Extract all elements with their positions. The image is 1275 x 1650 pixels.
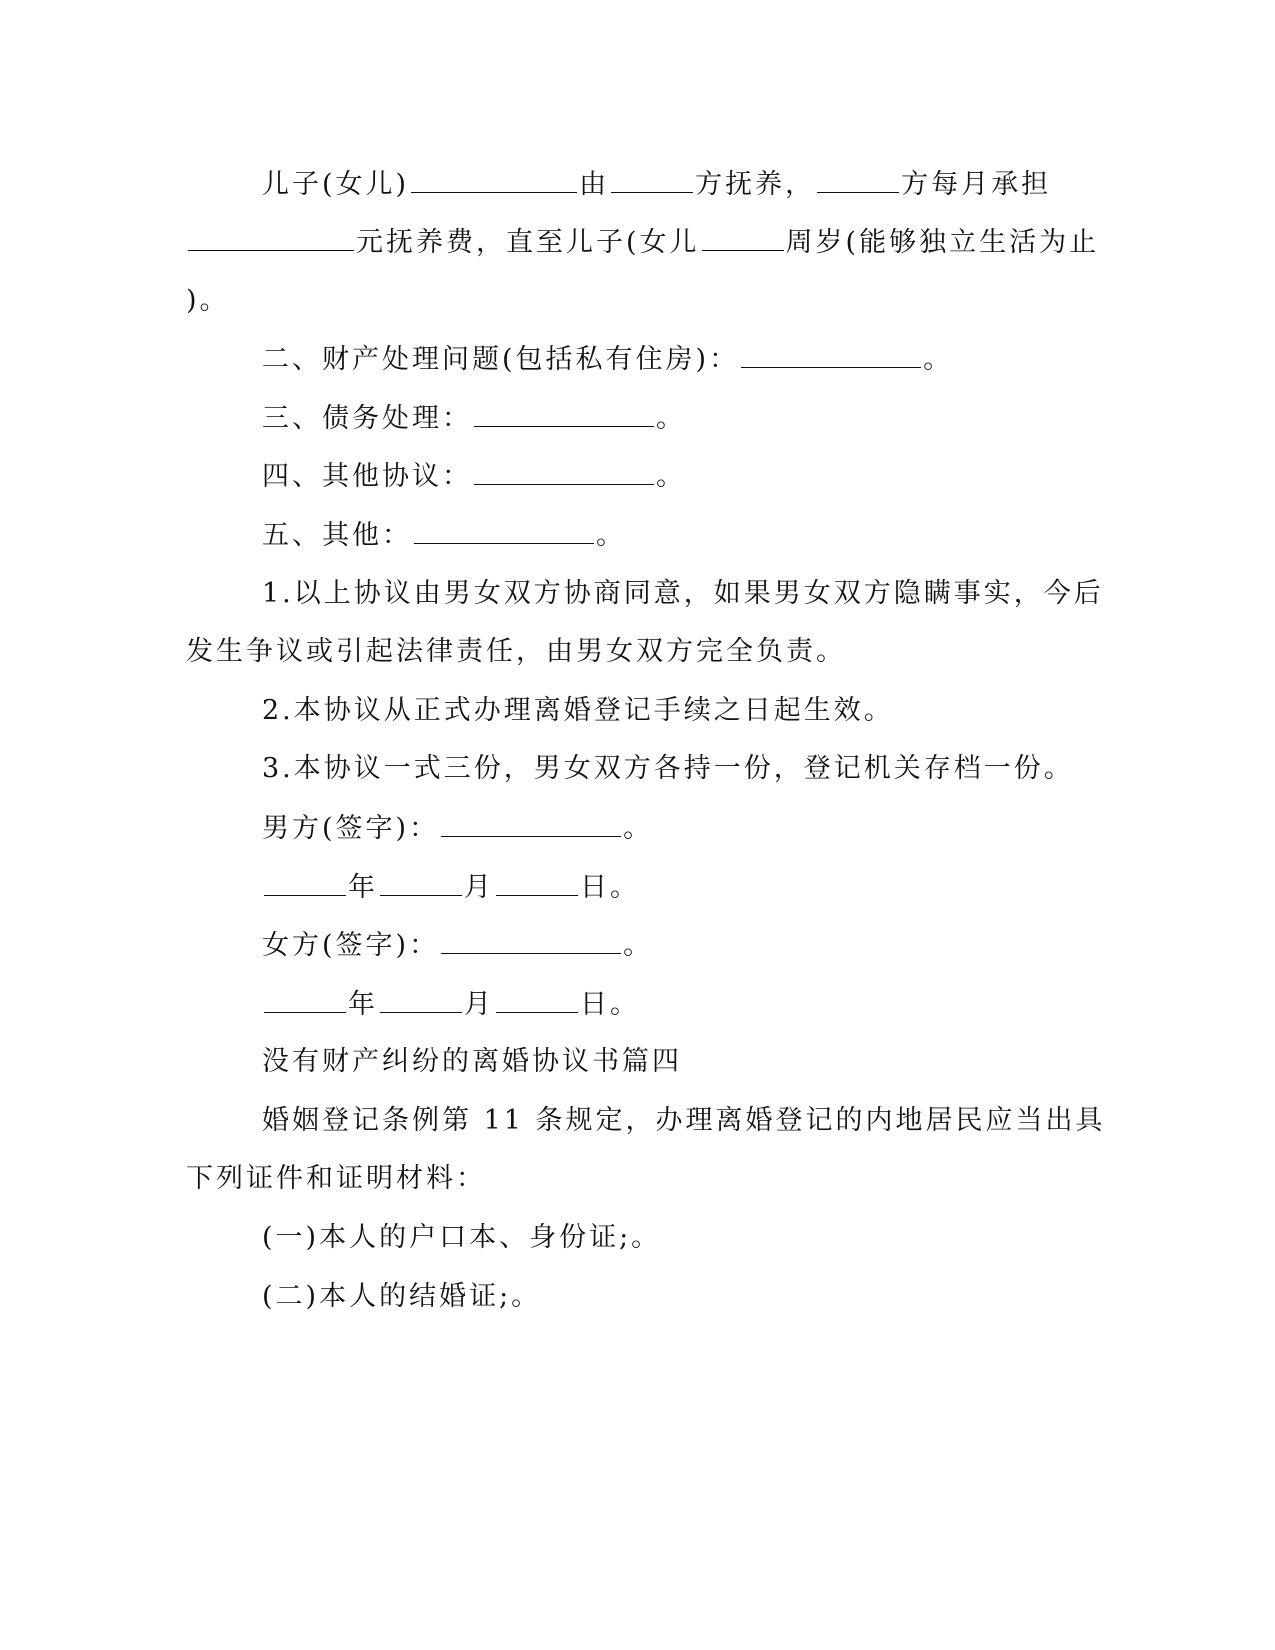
custody-line-1 (262, 166, 1051, 203)
other-blank (414, 517, 594, 544)
debt-line (262, 400, 686, 437)
age-until-label: 周岁(能够独立生活为止 (785, 227, 1100, 258)
property-blank (741, 341, 921, 368)
male-signature-label: 男方(签字)： (262, 813, 440, 844)
year-label: 年 (348, 872, 378, 903)
female-year-blank (264, 986, 346, 1013)
other-end: 。 (596, 520, 626, 551)
section-four-heading: 没有财产纠纷的离婚协议书篇四 (262, 1046, 682, 1077)
male-month-blank (380, 869, 462, 896)
other-agreement-blank (474, 458, 654, 485)
day-label: 日。 (580, 989, 640, 1020)
support-party-blank (817, 166, 899, 193)
custody-line-3 (186, 283, 230, 319)
custody-by-label: 由 (579, 169, 610, 200)
clause-3: 3.本协议一式三份，男女双方各持一份，登记机关存档一份。 (262, 753, 1074, 784)
female-day-blank (496, 986, 578, 1013)
female-signature-line (262, 927, 653, 964)
female-signature-end: 。 (623, 930, 654, 961)
other-label: 五、其他： (262, 520, 412, 551)
male-signature-blank (441, 810, 621, 837)
child-name-blank (411, 166, 577, 193)
clause-1-line-1: 1.以上协议由男女双方协商同意，如果男女双方隐瞒事实，今后 (262, 578, 1104, 609)
male-date-line (262, 869, 640, 906)
property-label: 二、财产处理问题(包括私有住房)： (262, 344, 740, 375)
custody-raise-label: 方抚养， (695, 169, 816, 200)
other-agreement-line (262, 458, 686, 495)
day-label: 日。 (580, 872, 640, 903)
support-fee-label: 元抚养费，直至儿子(女儿 (356, 227, 700, 258)
debt-end: 。 (656, 403, 686, 434)
male-signature-end: 。 (623, 813, 654, 844)
section-four-intro-line-2: 下列证件和证明材料： (186, 1163, 486, 1194)
clause-1-line-2: 发生争议或引起法律责任，由男女双方完全负责。 (186, 636, 846, 667)
female-signature-blank (441, 927, 621, 954)
month-label: 月 (464, 989, 494, 1020)
month-label: 月 (464, 872, 494, 903)
clause-2: 2.本协议从正式办理离婚登记手续之日起生效。 (262, 695, 894, 726)
other-agreement-end: 。 (656, 461, 686, 492)
male-day-blank (496, 869, 578, 896)
debt-label: 三、债务处理： (262, 403, 472, 434)
list-item-2: (二)本人的结婚证;。 (262, 1281, 542, 1312)
child-age-blank (702, 224, 784, 251)
custody-child-label: 儿子(女儿) (262, 169, 410, 200)
debt-blank (474, 400, 654, 427)
male-year-blank (264, 869, 346, 896)
custody-party-blank (611, 166, 693, 193)
female-signature-label: 女方(签字)： (262, 930, 440, 961)
other-agreement-label: 四、其他协议： (262, 461, 472, 492)
male-signature-line (262, 810, 653, 847)
female-date-line (262, 986, 640, 1023)
female-month-blank (380, 986, 462, 1013)
monthly-support-label: 方每月承担 (901, 169, 1052, 200)
year-label: 年 (348, 989, 378, 1020)
support-amount-blank (188, 224, 354, 251)
custody-end-label: )。 (186, 285, 230, 316)
list-item-1: (一)本人的户口本、身份证;。 (262, 1222, 662, 1253)
property-line (262, 341, 953, 378)
property-end: 。 (923, 344, 954, 375)
custody-line-2 (186, 224, 1099, 261)
other-line (262, 517, 626, 554)
section-four-intro-line-1: 婚姻登记条例第 11 条规定，办理离婚登记的内地居民应当出具 (262, 1105, 1106, 1136)
